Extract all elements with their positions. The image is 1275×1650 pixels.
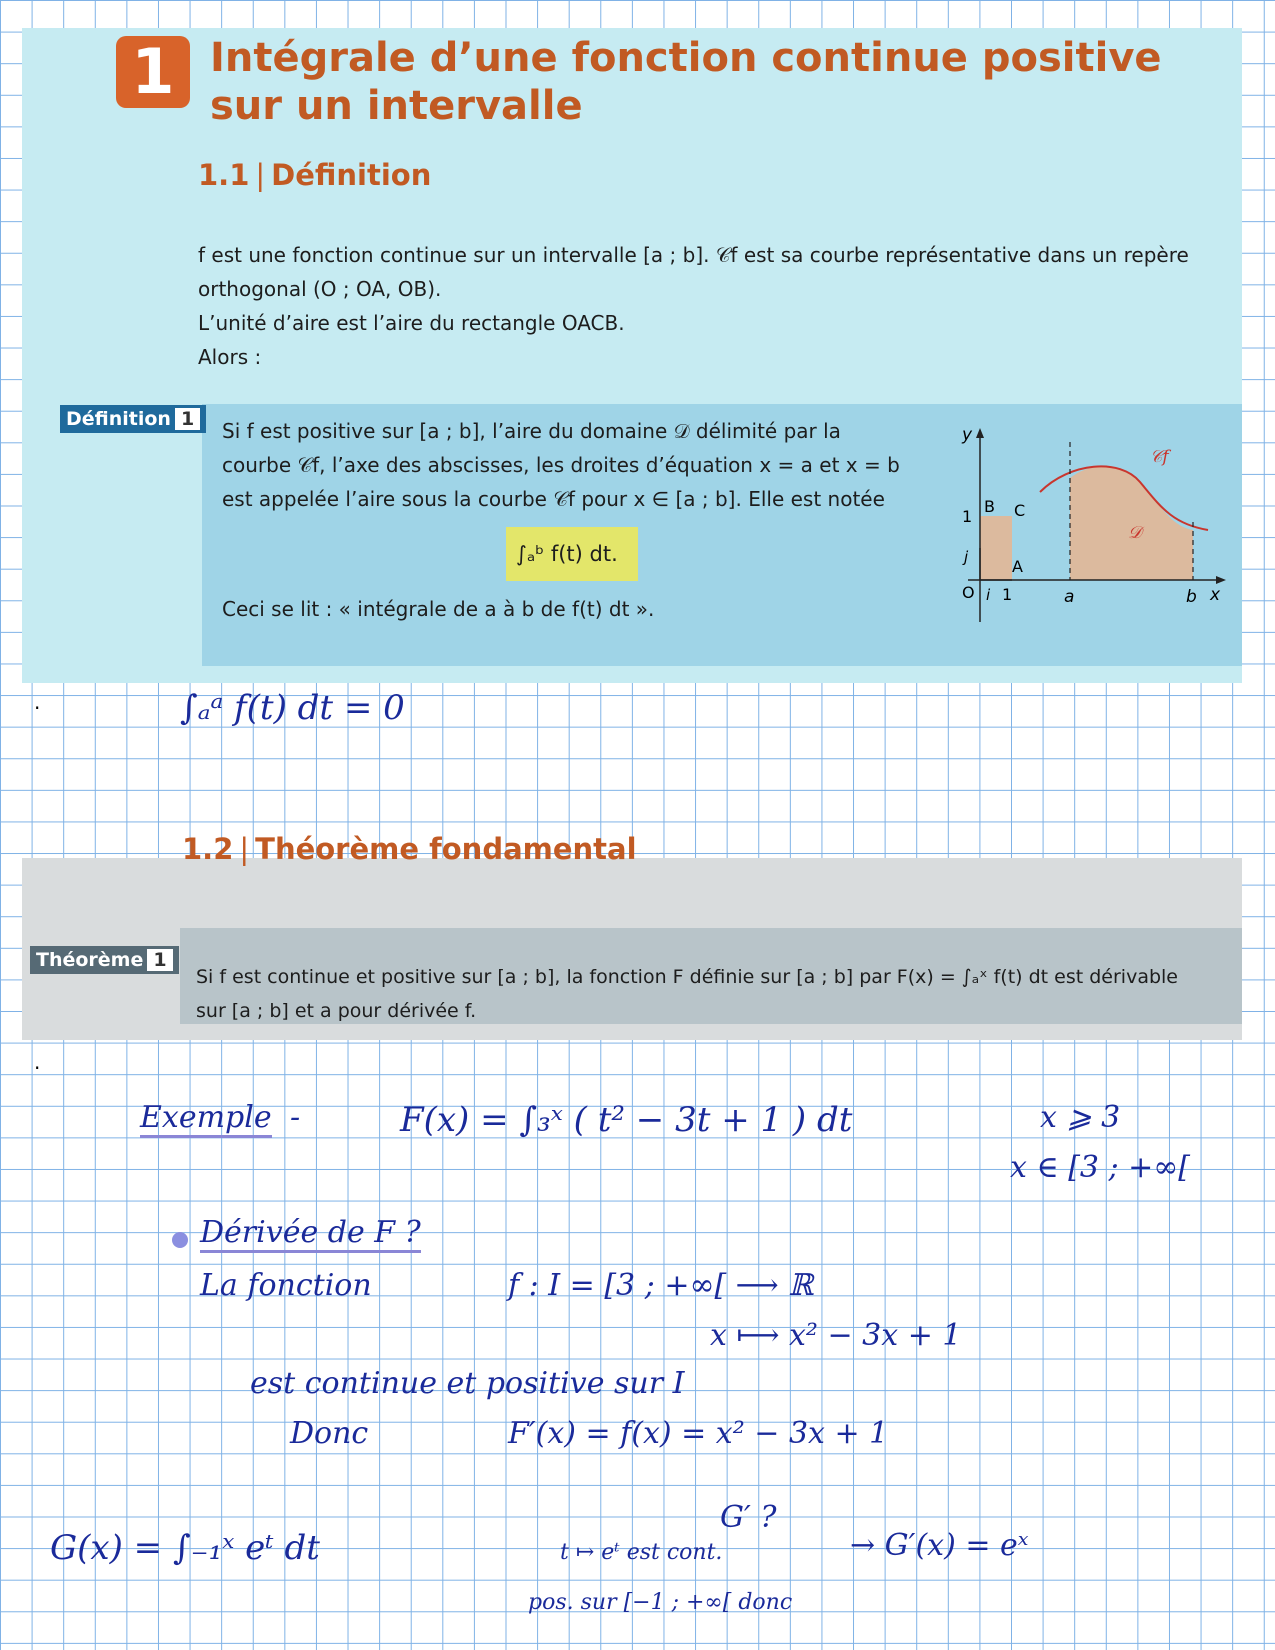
- label-x: x: [1210, 585, 1221, 605]
- definition-reading: Ceci se lit : « intégrale de a à b de f(t) dt ».: [222, 597, 655, 621]
- note-t-continue: t ↦ eᵗ est cont.: [560, 1540, 723, 1565]
- theorem-label-text: Théorème: [36, 949, 144, 971]
- note-donc: Donc: [290, 1416, 369, 1451]
- intro-line4: Alors :: [198, 345, 262, 369]
- unit-rectangle: [980, 516, 1012, 580]
- label-domain: 𝒟: [1128, 523, 1142, 543]
- theorem-label-number: 1: [147, 949, 172, 971]
- note-la-fonction: La fonction: [200, 1268, 372, 1303]
- note-G-definition: G(x) = ∫₋₁ˣ eᵗ dt: [50, 1528, 320, 1568]
- margin-dot: .: [34, 690, 41, 714]
- label-A: A: [1012, 557, 1023, 576]
- subsection-title: Théorème fondamental: [255, 832, 637, 866]
- intro-line3: L’unité d’aire est l’aire du rectangle OACB.: [198, 311, 625, 335]
- note-f-map: f : I = [3 ; +∞[ ⟶ ℝ: [508, 1268, 814, 1303]
- label-y: y: [962, 425, 973, 445]
- subsection-number: 1.1: [198, 158, 250, 192]
- note-condition1: x ⩾ 3: [1040, 1100, 1121, 1135]
- label-j: j: [964, 548, 969, 566]
- definition-label-text: Définition: [66, 408, 171, 430]
- note-f-map2: x ⟼ x² − 3x + 1: [710, 1318, 962, 1353]
- intro-line1: f est une fonction continue sur un intervalle [a ; b]. 𝒞f est sa courbe représentative dans un repère: [198, 243, 1189, 267]
- section-title: [210, 34, 1200, 130]
- definition-line3: est appelée l’aire sous la courbe 𝒞f pour x ∈ [a ; b]. Elle est notée: [222, 487, 885, 511]
- section-number-badge: 1: [116, 36, 190, 108]
- integral-notation: ∫ₐᵇ f(t) dt.: [516, 542, 618, 566]
- theorem-text: [196, 960, 1236, 1028]
- label-C: C: [1014, 501, 1026, 520]
- note-derivee: Dérivée de F ?: [200, 1215, 421, 1253]
- label-one-y: 1: [962, 507, 973, 526]
- note-G-result: → G′(x) = eˣ: [850, 1528, 1029, 1563]
- label-a: a: [1064, 587, 1075, 607]
- label-b: b: [1186, 587, 1197, 607]
- subsection-heading-1-2: 1.2 | Théorème fondamental: [182, 832, 637, 866]
- note-exemple: Exemple: [140, 1100, 272, 1138]
- note-dash: -: [290, 1100, 301, 1135]
- note-F-prime: F′(x) = f(x) = x² − 3x + 1: [508, 1416, 889, 1451]
- note-pos-sur: pos. sur [−1 ; +∞[ donc: [528, 1590, 793, 1615]
- label-O: O: [962, 583, 975, 602]
- label-i: i: [986, 586, 991, 604]
- section-title-line1: Intégrale d’une fonction continue positive: [210, 35, 1162, 81]
- intro-line2: orthogonal (O ; OA, OB).: [198, 277, 442, 301]
- note-est-continue: est continue et positive sur I: [250, 1366, 685, 1401]
- definition-label-number: 1: [175, 408, 200, 430]
- margin-dot: .: [34, 1050, 41, 1074]
- subsection-title: Définition: [271, 158, 432, 192]
- label-one-x: 1: [1002, 585, 1013, 604]
- definition-text: [222, 414, 912, 516]
- handwritten-integral-zero: ∫ₐᵃ f(t) dt = 0: [180, 688, 405, 728]
- label-cf: 𝒞f: [1150, 447, 1169, 467]
- definition-line1: Si f est positive sur [a ; b], l’aire du domaine 𝒟 délimité par la: [222, 419, 841, 443]
- definition-intro: [198, 238, 1238, 374]
- theorem-line1: Si f est continue et positive sur [a ; b], la fonction F définie sur [a ; b] par F(x) = ∫ₐˣ f(t) dt est dérivable: [196, 966, 1178, 988]
- note-condition2: x ∈ [3 ; +∞[: [1010, 1150, 1190, 1185]
- note-G-question: G′ ?: [720, 1500, 777, 1535]
- theorem-line2: sur [a ; b] et a pour dérivée f.: [196, 1000, 477, 1022]
- bullet-dot: [172, 1232, 188, 1248]
- definition-line2: courbe 𝒞f, l’axe des abscisses, les droites d’équation x = a et x = b: [222, 453, 900, 477]
- theorem-label: [30, 946, 179, 974]
- section-title-line2: sur un intervalle: [210, 83, 583, 129]
- x-axis-arrow: [1216, 576, 1226, 584]
- definition-label: [60, 405, 206, 433]
- subsection-number: 1.2: [182, 832, 234, 866]
- area-figure: [960, 422, 1228, 642]
- note-F-definition: F(x) = ∫₃ˣ ( t² − 3t + 1 ) dt: [400, 1100, 853, 1140]
- subsection-heading-1-1: 1.1 | Définition: [198, 158, 432, 192]
- label-B: B: [984, 497, 995, 516]
- y-axis-arrow: [976, 428, 984, 438]
